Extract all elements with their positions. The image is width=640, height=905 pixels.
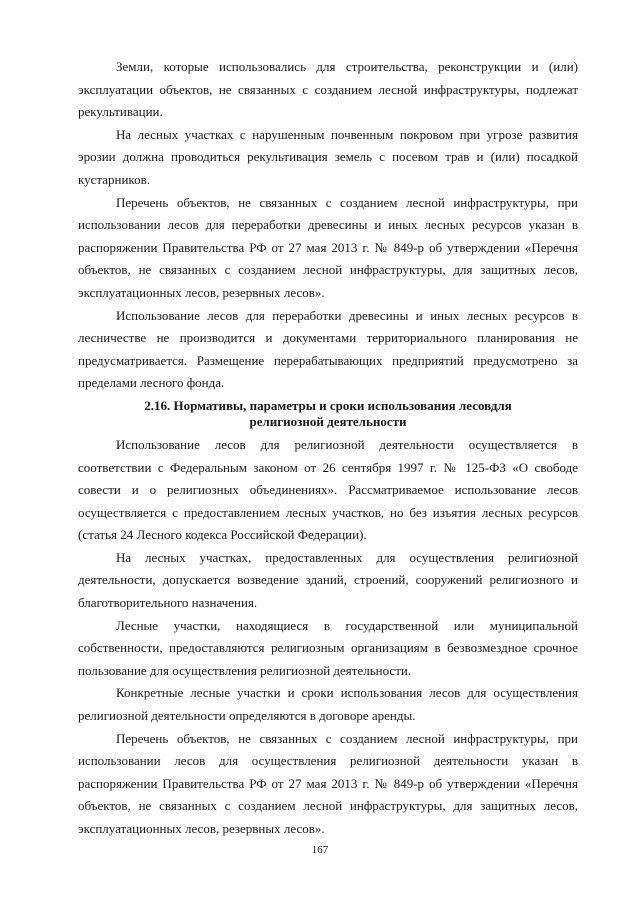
paragraph-erosion: На лесных участках с нарушенным почвенным покровом при угрозе развития эрозии должна проводиться рекультивация земель с посевом трав и (или) посадкой кустарников. [78,126,578,187]
section-heading [78,398,578,430]
paragraph-lease-agreement: Конкретные лесные участки и сроки использования лесов для осуществления религиозной деятельности определяются в договоре аренды. [78,685,578,724]
section-heading-line-2: религиозной деятельности [249,413,407,429]
paragraph-free-use: Лесные участки, находящиеся в государственной или муниципальной собственности, предоставляются религиозным организациям в безвозмездное срочное пользование для осуществления религиозной деятельности. [78,617,578,678]
paragraph-reclamation: Земли, которые использовались для строительства, реконструкции и (или) эксплуатации объектов, не связанных с созданием лесной инфраструктуры, подлежат рекультивации. [78,59,578,120]
paragraph-religious-law: Использование лесов для религиозной деятельности осуществляется в соответствии с Федеральным законом от 26 сентября 1997 г. № 125-ФЗ «О свободе совести и о религиозных объединениях». Рассматриваемое использование лесов осуществляется с предоставлением лесных участков, но без изъятия лесных ресурсов (статья 24 Лесного кодекса Российской Федерации). [78,436,578,543]
paragraph-objects-list-religious: Перечень объектов, не связанных с созданием лесной инфраструктуры, при использовании лесов для осуществления религиозной деятельности указан в распоряжении Правительства РФ от 27 мая 2013 г. № 849-р об утверждении «Перечня объектов, не связанных с созданием лесной инфраструктуры, для защитных лесов, эксплуатационных лесов, резервных лесов». [78,730,578,836]
paragraph-objects-list-processing: Перечень объектов, не связанных с созданием лесной инфраструктуры, при использовании лесов для переработки древесины и иных лесных ресурсов указан в распоряжении Правительства РФ от 27 мая 2013 г. № 849-р об утверждении «Перечня объектов, не связанных с созданием лесной инфраструктуры, для защитных лесов, эксплуатационных лесов, резервных лесов». [78,194,578,300]
paragraph-processing-not-performed: Использование лесов для переработки древесины и иных лесных ресурсов в лесничестве не производится и документами территориального планирования не предусматривается. Размещение перерабатывающих предприятий предусмотрено за пределами лесного фонда. [78,307,578,391]
document-page [78,56,578,841]
section-heading-line-1: 2.16. Нормативы, параметры и сроки использования лесовдля [144,397,512,413]
paragraph-religious-buildings: На лесных участках, предоставленных для осуществления религиозной деятельности, допускается возведение зданий, строений, сооружений религиозного и благотворительного назначения. [78,549,578,611]
page-number: 167 [311,844,329,856]
